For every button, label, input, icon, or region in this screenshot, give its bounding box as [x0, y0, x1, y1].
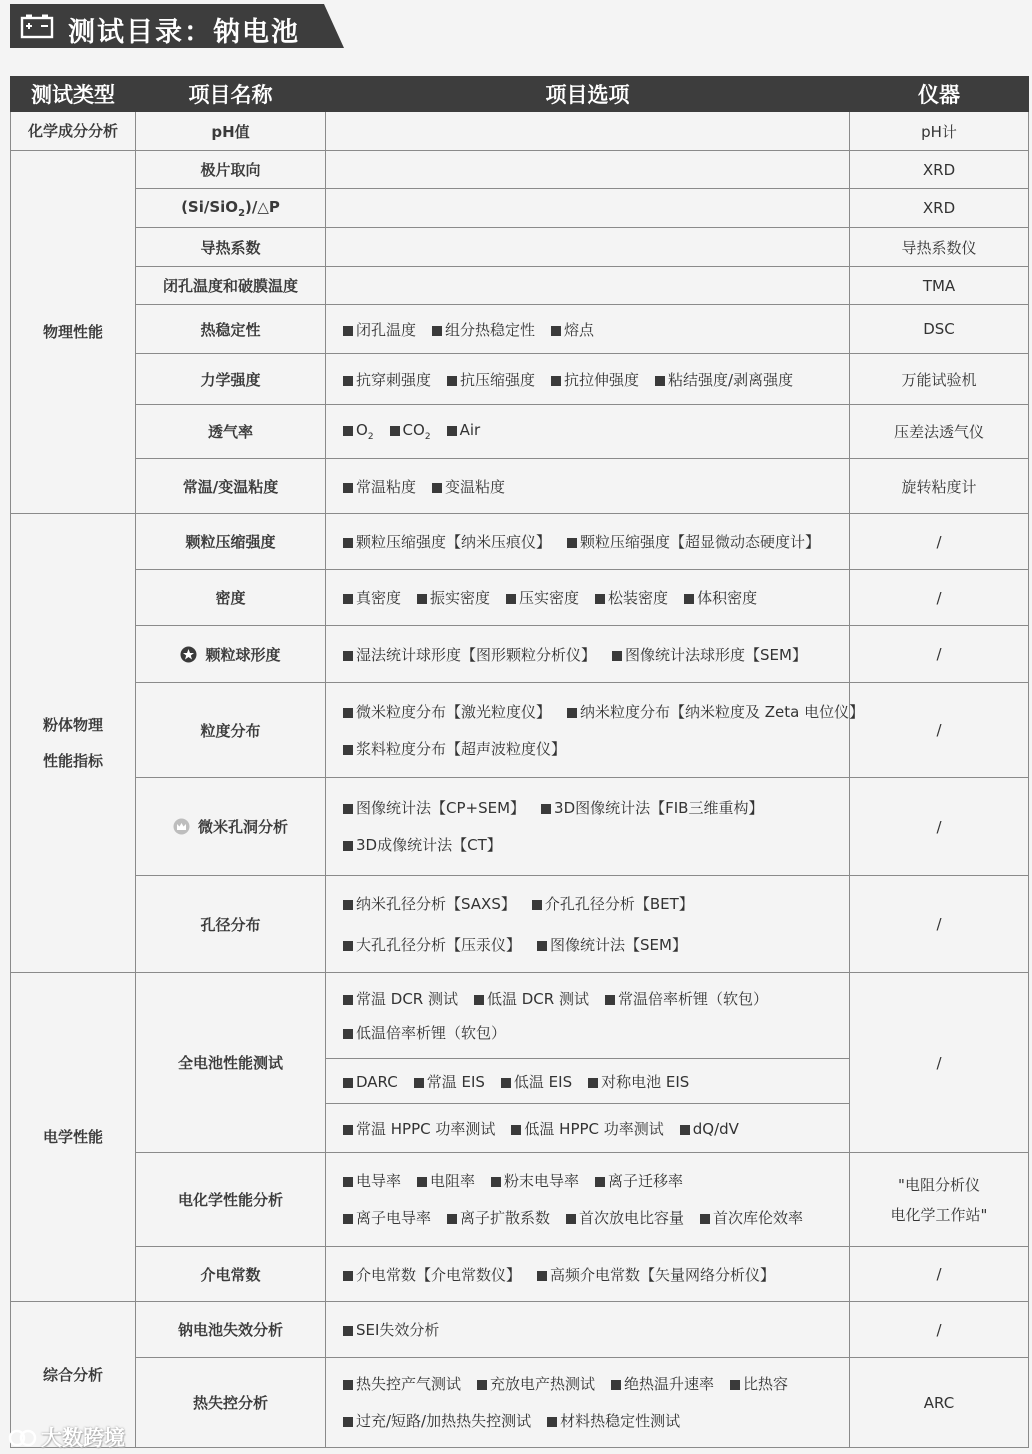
option-item: 变温粘度 — [432, 478, 505, 496]
option-item: 常温 DCR 测试 — [343, 990, 458, 1008]
option-item: 离子电导率 — [343, 1209, 431, 1227]
instrument-cell: / — [850, 973, 1029, 1153]
option-item: 颗粒压缩强度【超显微动态硬度计】 — [567, 533, 820, 551]
option-item: 绝热温升速率 — [611, 1375, 714, 1393]
col-header-type: 测试类型 — [11, 77, 136, 112]
option-item: 闭孔温度 — [343, 321, 416, 339]
options-cell — [326, 626, 850, 683]
option-item: 介电常数【介电常数仪】 — [343, 1266, 521, 1284]
options-cell — [326, 1059, 850, 1104]
category-cell: 综合分析 — [11, 1302, 136, 1448]
instrument-cell: / — [850, 514, 1029, 570]
option-item: 压实密度 — [506, 589, 579, 607]
option-item: 离子扩散系数 — [447, 1209, 550, 1227]
option-item: 图像统计法球形度【SEM】 — [612, 646, 807, 664]
option-item: 湿法统计球形度【图形颗粒分析仪】 — [343, 646, 596, 664]
instrument-cell: TMA — [850, 267, 1029, 305]
table-row — [11, 1302, 1029, 1358]
option-item: SEI失效分析 — [343, 1321, 439, 1339]
option-item: 介孔孔径分析【BET】 — [532, 895, 694, 913]
instrument-cell: / — [850, 683, 1029, 778]
option-item: 粉末电导率 — [491, 1172, 579, 1190]
item-name: 电化学性能分析 — [136, 1153, 326, 1247]
options-cell — [326, 1358, 850, 1448]
instrument-cell: / — [850, 876, 1029, 973]
options-cell — [326, 1104, 850, 1153]
options-cell — [326, 267, 850, 305]
option-item: 体积密度 — [684, 589, 757, 607]
item-name: 颗粒压缩强度 — [136, 514, 326, 570]
option-item: 图像统计法【CP+SEM】 — [343, 799, 525, 817]
options-cell — [326, 973, 850, 1059]
option-item: 低温 HPPC 功率测试 — [511, 1120, 663, 1138]
option-item: 电导率 — [343, 1172, 401, 1190]
option-item: 低温 EIS — [501, 1073, 572, 1091]
table-row — [11, 1358, 1029, 1448]
item-name: 微米孔洞分析 — [136, 778, 326, 876]
star-badge-icon — [180, 646, 197, 663]
instrument-cell: / — [850, 626, 1029, 683]
options-cell — [326, 876, 850, 973]
options-cell — [326, 514, 850, 570]
option-item: 松装密度 — [595, 589, 668, 607]
instrument-cell: 万能试验机 — [850, 354, 1029, 405]
instrument-cell: ARC — [850, 1358, 1029, 1448]
item-name: 闭孔温度和破膜温度 — [136, 267, 326, 305]
options-cell — [326, 354, 850, 405]
instrument-cell: 导热系数仪 — [850, 228, 1029, 267]
item-name: 颗粒球形度 — [136, 626, 326, 683]
options-cell — [326, 405, 850, 459]
option-item: 抗压缩强度 — [447, 371, 535, 389]
watermark: 大数跨境 — [8, 1422, 125, 1452]
option-item: 抗拉伸强度 — [551, 371, 639, 389]
option-item: DARC — [343, 1073, 398, 1091]
item-name: 孔径分布 — [136, 876, 326, 973]
option-item: 纳米孔径分析【SAXS】 — [343, 895, 516, 913]
option-item: 对称电池 EIS — [588, 1073, 689, 1091]
col-header-options: 项目选项 — [326, 77, 850, 112]
instrument-cell: pH计 — [850, 112, 1029, 151]
table-header-row — [11, 77, 1029, 112]
options-cell — [326, 570, 850, 626]
item-name: 全电池性能测试 — [136, 973, 326, 1153]
options-cell — [326, 683, 865, 778]
table-row — [11, 973, 1029, 1059]
option-item: Air — [447, 421, 481, 439]
option-item: 充放电产热测试 — [477, 1375, 595, 1393]
options-cell — [326, 459, 850, 514]
option-item: 低温 DCR 测试 — [474, 990, 589, 1008]
option-item: 离子迁移率 — [595, 1172, 683, 1190]
options-cell — [326, 112, 850, 151]
table-row — [11, 683, 1029, 778]
item-name: 极片取向 — [136, 151, 326, 189]
category-cell: 电学性能 — [11, 973, 136, 1302]
options-cell — [326, 189, 850, 228]
item-name: 常温/变温粘度 — [136, 459, 326, 514]
item-name: 粒度分布 — [136, 683, 326, 778]
table-row — [11, 305, 1029, 354]
instrument-cell: XRD — [850, 189, 1029, 228]
crown-badge-icon — [173, 818, 190, 835]
item-name: 透气率 — [136, 405, 326, 459]
table-row — [11, 354, 1029, 405]
table-row — [11, 405, 1029, 459]
table-row — [11, 570, 1029, 626]
table-row — [11, 1247, 1029, 1302]
category-cell: 粉体物理 性能指标 — [11, 514, 136, 973]
option-item: dQ/dV — [680, 1120, 739, 1138]
table-row — [11, 459, 1029, 514]
options-cell — [326, 151, 850, 189]
option-item: 纳米粒度分布【纳米粒度及 Zeta 电位仪】 — [567, 703, 864, 721]
option-item: 微米粒度分布【激光粒度仪】 — [343, 703, 551, 721]
item-name: (Si/SiO$_2$)/△P — [136, 189, 326, 228]
table-row — [11, 228, 1029, 267]
item-name: 力学强度 — [136, 354, 326, 405]
category-cell: 物理性能 — [11, 151, 136, 514]
option-item: 振实密度 — [417, 589, 490, 607]
watermark-logo-icon — [8, 1427, 38, 1449]
instrument-cell: 旋转粘度计 — [850, 459, 1029, 514]
instrument-cell: / — [850, 1247, 1029, 1302]
options-cell — [326, 1302, 850, 1358]
item-name: 钠电池失效分析 — [136, 1302, 326, 1358]
option-item: 常温倍率析锂（软包） — [605, 990, 768, 1008]
instrument-cell: DSC — [850, 305, 1029, 354]
options-cell — [326, 1247, 850, 1302]
option-item: 比热容 — [730, 1375, 788, 1393]
options-cell — [326, 778, 850, 876]
item-name: 热失控分析 — [136, 1358, 326, 1448]
test-catalog-table — [10, 76, 1029, 1448]
table-row — [11, 514, 1029, 570]
option-item: 常温 EIS — [414, 1073, 485, 1091]
table-row — [11, 151, 1029, 189]
page-title: 测试目录：钠电池 — [68, 17, 300, 48]
option-item: 图像统计法【SEM】 — [537, 936, 687, 954]
table-row — [11, 778, 1029, 876]
option-item: $CO_2$ — [390, 421, 431, 439]
options-cell — [326, 305, 850, 354]
category-cell: 化学成分分析 — [11, 112, 136, 151]
option-item: 首次放电比容量 — [566, 1209, 684, 1227]
option-item: 材料热稳定性测试 — [547, 1412, 680, 1430]
option-item: 首次库伦效率 — [700, 1209, 803, 1227]
table-row — [11, 267, 1029, 305]
instrument-cell: XRD — [850, 151, 1029, 189]
options-cell — [326, 228, 850, 267]
item-name: 密度 — [136, 570, 326, 626]
option-item: 3D图像统计法【FIB三维重构】 — [541, 799, 763, 817]
option-item: 3D成像统计法【CT】 — [343, 836, 502, 854]
option-item: 电阻率 — [417, 1172, 475, 1190]
instrument-cell: / — [850, 778, 1029, 876]
instrument-cell: / — [850, 570, 1029, 626]
option-item: 热失控产气测试 — [343, 1375, 461, 1393]
table-row — [11, 626, 1029, 683]
option-item: 真密度 — [343, 589, 401, 607]
option-item: 大孔孔径分析【压汞仪】 — [343, 936, 521, 954]
instrument-cell: / — [850, 1302, 1029, 1358]
item-name: 导热系数 — [136, 228, 326, 267]
option-item: 高频介电常数【矢量网络分析仪】 — [537, 1266, 775, 1284]
table-row — [11, 189, 1029, 228]
item-name: 介电常数 — [136, 1247, 326, 1302]
col-header-instrument: 仪器 — [850, 77, 1029, 112]
option-item: 熔点 — [551, 321, 594, 339]
option-item: 常温 HPPC 功率测试 — [343, 1120, 495, 1138]
title-banner — [10, 4, 344, 48]
option-item: 低温倍率析锂（软包） — [343, 1024, 506, 1042]
col-header-name: 项目名称 — [136, 77, 326, 112]
item-name: pH值 — [136, 112, 326, 151]
option-item: $O_2$ — [343, 421, 374, 439]
table-row — [11, 1153, 1029, 1247]
table-row — [11, 112, 1029, 151]
option-item: 抗穿刺强度 — [343, 371, 431, 389]
option-item: 常温粘度 — [343, 478, 416, 496]
option-item: 浆料粒度分布【超声波粒度仪】 — [343, 740, 566, 758]
instrument-cell: "电阻分析仪 电化学工作站" — [850, 1153, 1029, 1247]
option-item: 粘结强度/剥离强度 — [655, 371, 793, 389]
option-item: 过充/短路/加热热失控测试 — [343, 1412, 531, 1430]
battery-icon — [20, 13, 54, 39]
options-cell — [326, 1153, 850, 1247]
table-row — [11, 876, 1029, 973]
item-name: 热稳定性 — [136, 305, 326, 354]
option-item: 颗粒压缩强度【纳米压痕仪】 — [343, 533, 551, 551]
instrument-cell: 压差法透气仪 — [850, 405, 1029, 459]
option-item: 组分热稳定性 — [432, 321, 535, 339]
